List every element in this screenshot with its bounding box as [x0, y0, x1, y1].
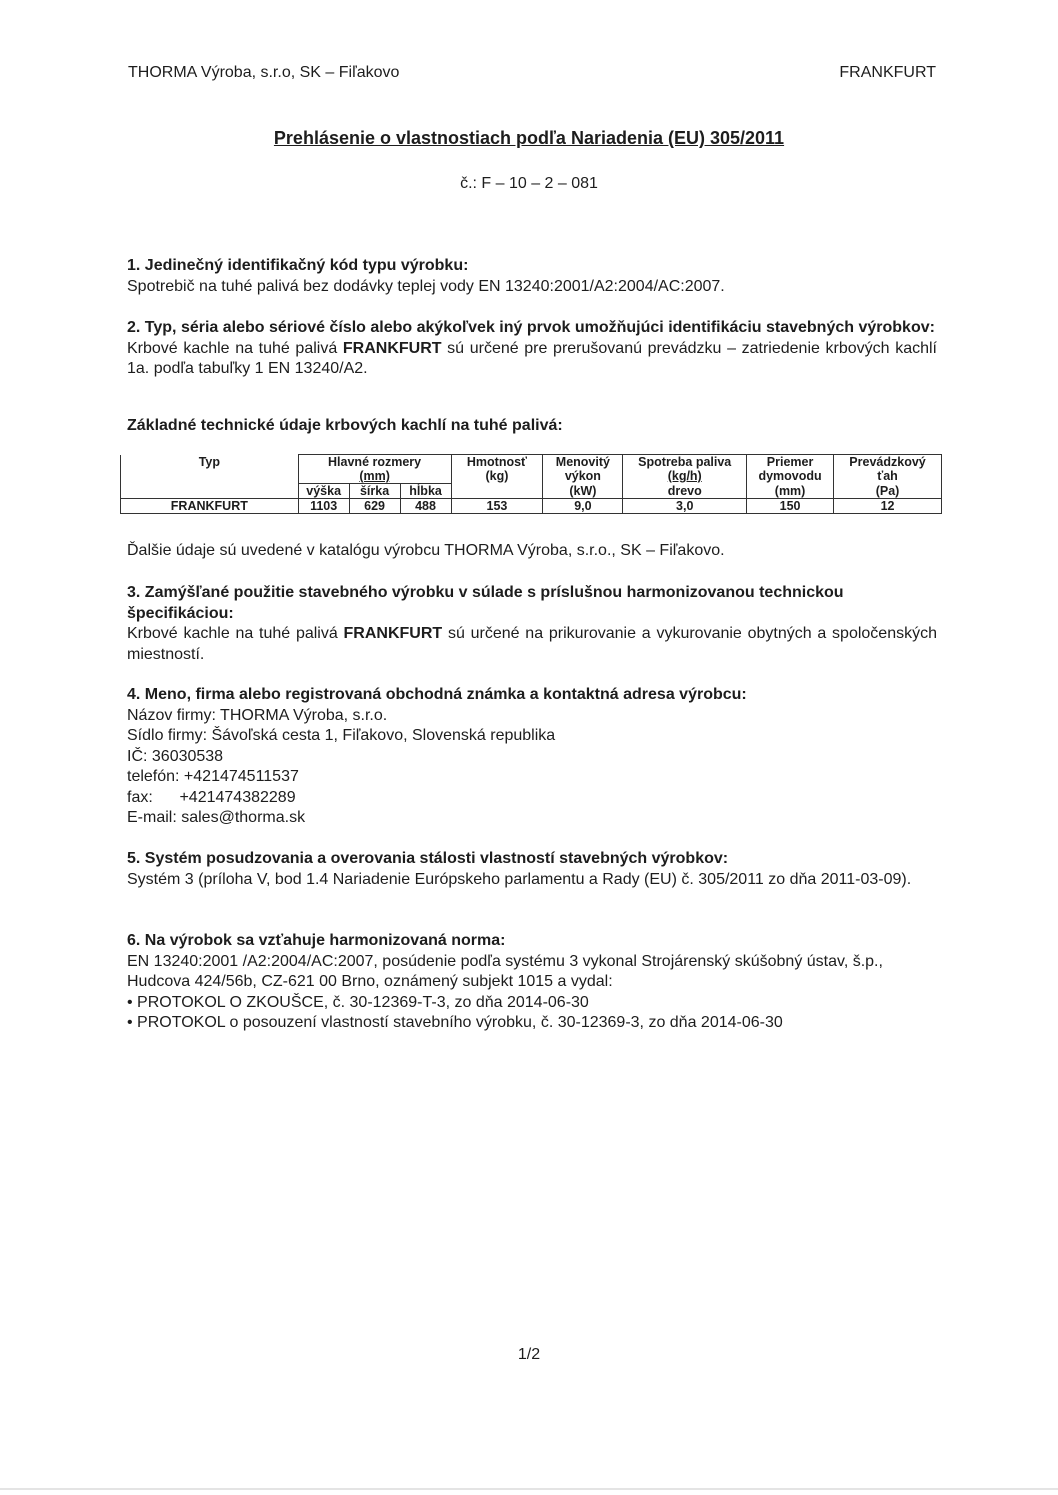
- catalog-note: Ďalšie údaje sú uvedené v katalógu výrobcu THORMA Výroba, s.r.o., SK – Fiľakovo.: [127, 542, 725, 559]
- section-6-heading: 6. Na výrobok sa vzťahuje harmonizovaná norma:: [127, 932, 506, 949]
- section-6-text: EN 13240:2001 /A2:2004/AC:2007, posúdenie podľa systému 3 vykonal Strojárenský skúšobný ústav, š.p., Hudcova 424/56b, CZ-621 00 Brno, oznámený subjekt 1015 a vydal:: [127, 952, 883, 990]
- section-5-heading: 5. Systém posudzovania a overovania stálosti vlastností stavebných výrobkov:: [127, 850, 729, 867]
- header-weight: Hmotnosť (kg): [451, 455, 543, 484]
- cell-type: FRANKFURT: [121, 499, 299, 514]
- product-name: FRANKFURT: [343, 625, 443, 642]
- section-4-heading: 4. Meno, firma alebo registrovaná obchodná známka a kontaktná adresa výrobcu:: [127, 686, 747, 703]
- section-5: [127, 849, 937, 890]
- company-name: Názov firmy: THORMA Výroba, s.r.o.: [127, 706, 388, 724]
- company-id: IČ: 36030538: [127, 747, 224, 765]
- table-header-row-1: [121, 455, 942, 484]
- section-2-text: Krbové kachle na tuhé palivá FRANKFURT sú určené pre prerušovanú prevádzku – zatriedenie krbových kachlí 1a. podľa tabuľky 1 EN 13240/A2.: [127, 339, 937, 377]
- product-name: FRANKFURT: [342, 339, 442, 357]
- header-company: THORMA Výroba, s.r.o, SK – Fiľakovo: [128, 64, 400, 81]
- section-2-heading: 2. Typ, séria alebo sériové číslo alebo akýkoľvek iný prvok umožňujúci identifikáciu stavebných výrobkov:: [127, 319, 935, 336]
- cell-width: 629: [349, 499, 400, 514]
- cell-fuel: 3,0: [623, 499, 747, 514]
- company-fax: fax: +421474382289: [127, 788, 296, 806]
- section-2: [127, 318, 937, 380]
- section-3-text: Krbové kachle na tuhé palivá FRANKFURT sú určené na prikurovanie a vykurovanie obytných a spoločenských miestností.: [127, 625, 937, 663]
- table-title: Základné technické údaje krbových kachlí na tuhé palivá:: [127, 417, 563, 434]
- header-draft: Prevádzkový ťah: [834, 455, 942, 484]
- document-title: Prehlásenie o vlastnostiach podľa Nariadenia (EU) 305/2011: [273, 128, 785, 148]
- header-type: Typ: [121, 455, 299, 484]
- header-flue-diameter: Priemer dymovodu: [747, 455, 834, 484]
- header-height: výška: [298, 484, 349, 499]
- header-depth: hĺbka: [400, 484, 451, 499]
- protocol-item: • PROTOKOL o posouzení vlastností stavebního výrobku, č. 30-12369-3, zo dňa 2014-06-30: [127, 1014, 783, 1031]
- cell-weight: 153: [451, 499, 543, 514]
- cell-draft: 12: [834, 499, 942, 514]
- header-fuel-consumption: Spotreba paliva (kg/h): [623, 455, 747, 484]
- section-3: [127, 583, 937, 665]
- cell-depth: 488: [400, 499, 451, 514]
- table-header-row-2: výška šírka hĺbka (kW) drevo (mm) (Pa): [121, 484, 942, 499]
- cell-power: 9,0: [543, 499, 623, 514]
- section-1-heading: 1. Jedinečný identifikačný kód typu výrobku:: [127, 257, 469, 274]
- section-1: [127, 256, 937, 297]
- cell-height: 1103: [298, 499, 349, 514]
- company-email: E-mail: sales@thorma.sk: [127, 809, 306, 826]
- company-phone: telefón: +421474511537: [127, 768, 299, 785]
- table-row: [121, 499, 942, 514]
- header-dimensions: Hlavné rozmery (mm): [298, 455, 451, 484]
- scan-edge-divider: [0, 1488, 1058, 1490]
- section-1-text: Spotrebič na tuhé palivá bez dodávky teplej vody EN 13240:2001/A2:2004/AC:2007.: [127, 277, 725, 295]
- section-3-heading: 3. Zamýšľané použitie stavebného výrobku v súlade s príslušnou harmonizovanou technickou špecifikáciou:: [127, 584, 844, 622]
- company-address: Sídlo firmy: Šávoľská cesta 1, Fiľakovo, Slovenská republika: [127, 727, 556, 744]
- section-5-text: Systém 3 (príloha V, bod 1.4 Nariadenie Európskeho parlamentu a Rady (EU) č. 305/2011 zo dňa 2011-03-09).: [127, 870, 912, 888]
- header-power: Menovitý výkon: [543, 455, 623, 484]
- protocol-item: • PROTOKOL O ZKOUŠCE, č. 30-12369-T-3, zo dňa 2014-06-30: [127, 993, 589, 1011]
- page-number: 1/2: [517, 1346, 541, 1363]
- section-4: [127, 685, 937, 829]
- document-number: č.: F – 10 – 2 – 081: [460, 175, 598, 192]
- section-6: [127, 931, 937, 1034]
- cell-flue: 150: [747, 499, 834, 514]
- spec-table: [120, 454, 942, 514]
- header-product: FRANKFURT: [839, 64, 936, 81]
- header-width: šírka: [349, 484, 400, 499]
